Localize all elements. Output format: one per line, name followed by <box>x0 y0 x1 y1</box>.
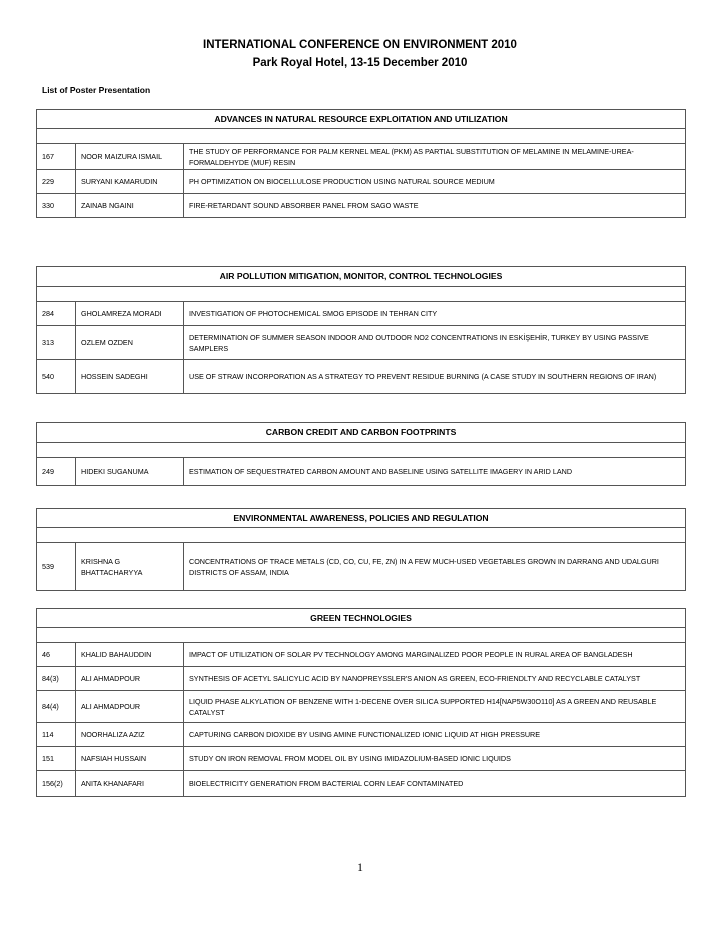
section-title: CARBON CREDIT AND CARBON FOOTPRINTS <box>37 423 686 443</box>
author-name: NAFSIAH HUSSAIN <box>76 747 184 771</box>
page-number: 1 <box>357 860 363 874</box>
section-title: GREEN TECHNOLOGIES <box>37 609 686 628</box>
poster-id: 313 <box>37 326 76 360</box>
poster-id: 539 <box>37 543 76 591</box>
poster-id: 540 <box>37 360 76 394</box>
poster-id: 167 <box>37 144 76 170</box>
poster-title: PH OPTIMIZATION ON BIOCELLULOSE PRODUCTION USING NATURAL SOURCE MEDIUM <box>184 170 686 194</box>
table-row <box>37 723 686 747</box>
poster-title: USE OF STRAW INCORPORATION AS A STRATEGY TO PREVENT RESIDUE BURNING (A CASE STUDY IN SOUTHERN REGIONS OF IRAN) <box>184 360 686 394</box>
section-table-natural-resource <box>36 109 686 218</box>
author-name: NOOR MAIZURA ISMAIL <box>76 144 184 170</box>
poster-id: 84(4) <box>37 691 76 723</box>
author-name: ZAINAB NGAINI <box>76 194 184 218</box>
author-name: ALI AHMADPOUR <box>76 691 184 723</box>
author-name: OZLEM OZDEN <box>76 326 184 360</box>
table-row <box>37 170 686 194</box>
author-name: ALI AHMADPOUR <box>76 667 184 691</box>
poster-title: STUDY ON IRON REMOVAL FROM MODEL OIL BY USING IMIDAZOLIUM-BASED IONIC LIQUIDS <box>184 747 686 771</box>
poster-id: 330 <box>37 194 76 218</box>
author-name: NOORHALIZA AZIZ <box>76 723 184 747</box>
table-row <box>37 458 686 486</box>
poster-title: FIRE-RETARDANT SOUND ABSORBER PANEL FROM SAGO WASTE <box>184 194 686 218</box>
poster-id: 151 <box>37 747 76 771</box>
author-name: HIDEKI SUGANUMA <box>76 458 184 486</box>
conference-venue-dates: Park Royal Hotel, 13-15 December 2010 <box>252 57 468 69</box>
poster-title: INVESTIGATION OF PHOTOCHEMICAL SMOG EPISODE IN TEHRAN CITY <box>184 302 686 326</box>
table-row <box>37 543 686 591</box>
table-row <box>37 747 686 771</box>
author-name: KHALID BAHAUDDIN <box>76 643 184 667</box>
table-row <box>37 771 686 797</box>
table-row <box>37 667 686 691</box>
poster-title: SYNTHESIS OF ACETYL SALICYLIC ACID BY NANOPREYSSLER'S ANION AS GREEN, ECO-FRIENDLTY AND RECYCLABLE CATALYST <box>184 667 686 691</box>
author-name: GHOLAMREZA MORADI <box>76 302 184 326</box>
poster-title: CONCENTRATIONS OF TRACE METALS (CD, CO, CU, FE, ZN) IN A FEW MUCH-USED VEGETABLES GROWN IN DARRANG AND UDALGURI DISTRICTS OF ASSAM, INDIA <box>184 543 686 591</box>
author-name: HOSSEIN SADEGHI <box>76 360 184 394</box>
poster-title: DETERMINATION OF SUMMER SEASON INDOOR AND OUTDOOR NO2 CONCENTRATIONS IN ESKİŞEHİR, TURKEY BY USING PASSIVE SAMPLERS <box>184 326 686 360</box>
poster-id: 229 <box>37 170 76 194</box>
poster-title: LIQUID PHASE ALKYLATION OF BENZENE WITH 1-DECENE OVER SILICA SUPPORTED H14[NAP5W30O110] AS A GREEN AND REUSABLE CATALYST <box>184 691 686 723</box>
poster-title: ESTIMATION OF SEQUESTRATED CARBON AMOUNT AND BASELINE USING SATELLITE IMAGERY IN ARID LAND <box>184 458 686 486</box>
conference-title: INTERNATIONAL CONFERENCE ON ENVIRONMENT 2010 <box>203 39 517 51</box>
section-table-environmental-awareness <box>36 508 686 591</box>
author-name: KRISHNA G BHATTACHARYYA <box>76 543 184 591</box>
table-row <box>37 302 686 326</box>
section-title: AIR POLLUTION MITIGATION, MONITOR, CONTROL TECHNOLOGIES <box>37 267 686 287</box>
section-table-air-pollution <box>36 266 686 394</box>
poster-id: 46 <box>37 643 76 667</box>
poster-title: IMPACT OF UTILIZATION OF SOLAR PV TECHNOLOGY AMONG MARGINALIZED POOR PEOPLE IN RURAL AREA OF BANGLADESH <box>184 643 686 667</box>
poster-id: 114 <box>37 723 76 747</box>
section-title: ADVANCES IN NATURAL RESOURCE EXPLOITATION AND UTILIZATION <box>37 110 686 129</box>
section-table-carbon-credit <box>36 422 686 486</box>
poster-title: CAPTURING CARBON DIOXIDE BY USING AMINE FUNCTIONALIZED IONIC LIQUID AT HIGH PRESSURE <box>184 723 686 747</box>
table-row <box>37 691 686 723</box>
table-row <box>37 643 686 667</box>
table-row <box>37 144 686 170</box>
list-subtitle: List of Poster Presentation <box>42 85 151 95</box>
poster-id: 84(3) <box>37 667 76 691</box>
author-name: ANITA KHANAFARI <box>76 771 184 797</box>
poster-title: THE STUDY OF PERFORMANCE FOR PALM KERNEL MEAL (PKM) AS PARTIAL SUBSTITUTION OF MELAMINE IN MELAMINE-UREA-FORMALDEHYDE (MUF) RESIN <box>184 144 686 170</box>
table-row <box>37 360 686 394</box>
table-row <box>37 326 686 360</box>
poster-id: 249 <box>37 458 76 486</box>
author-name: SURYANI KAMARUDIN <box>76 170 184 194</box>
table-row <box>37 194 686 218</box>
poster-id: 156(2) <box>37 771 76 797</box>
section-title: ENVIRONMENTAL AWARENESS, POLICIES AND REGULATION <box>37 509 686 528</box>
poster-id: 284 <box>37 302 76 326</box>
section-table-green-technologies <box>36 608 686 797</box>
poster-title: BIOELECTRICITY GENERATION FROM BACTERIAL CORN LEAF CONTAMINATED <box>184 771 686 797</box>
